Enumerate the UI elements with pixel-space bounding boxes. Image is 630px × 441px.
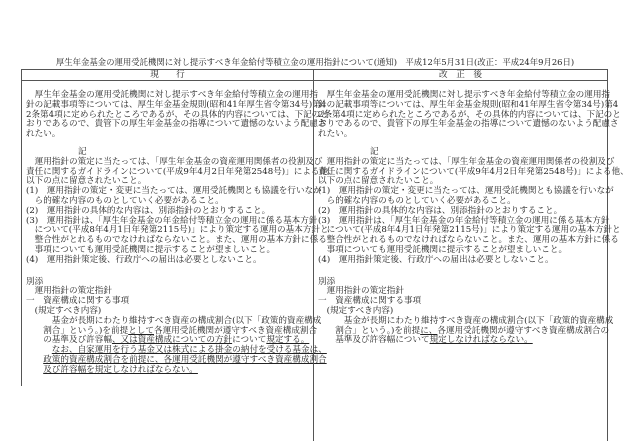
- text-segment: 別添: [26, 276, 44, 287]
- text-segment: について(平成8年4月1日年発第2115号)」により策定する運用の基本方針と: [26, 225, 329, 236]
- amended-text: 及び許容幅を規定しなければならない。: [43, 364, 198, 375]
- text-line: [318, 256, 629, 266]
- text-segment: 基金が長期にわたり維持すべき資産の構成割合(以下「政策的資産構成: [318, 315, 614, 326]
- text-line: [26, 120, 337, 130]
- text-line: [318, 120, 629, 130]
- text-segment: (3) 運用指針は、「厚生年金基金の年金給付等積立金の運用に係る基本方針: [318, 215, 610, 226]
- column-header-revised: 改 正 後: [313, 69, 608, 81]
- text-segment: 記: [78, 146, 87, 157]
- text-segment: 厚生年金基金の運用受託機関に対し提示すべき年金給付等積立金の運用指: [26, 90, 319, 100]
- text-line: [318, 336, 629, 346]
- text-line: [26, 366, 337, 376]
- text-segment: 各運用受託機関が遵守すべき資産構成割合: [153, 325, 318, 336]
- text-segment: 責任に関するガイドラインについて(平成9年4月2日年発第2548号)」による他、: [26, 166, 337, 177]
- text-segment: 運用指針の策定に当たっては、「厚生年金基金の資産運用関係者の役割及び: [318, 156, 615, 167]
- amended-text: 規定しなければならない。: [429, 335, 533, 346]
- text-segment: ら的確な内容のものとしていく必要があること。: [318, 195, 516, 206]
- text-segment: (規定すべき内容): [318, 305, 394, 316]
- column-revised-content: [318, 91, 629, 346]
- text-segment: [26, 355, 43, 365]
- text-segment: 2条第4項に定められたところであるが、その具体的内容については、下記のと: [318, 109, 621, 120]
- text-segment: 割合」という。)を前提: [26, 325, 129, 336]
- paragraph-body: [318, 158, 629, 266]
- text-segment: れたい。: [318, 129, 353, 140]
- text-segment: (3) 運用指針は、「厚生年金基金の年金給付等積立金の運用に係る基本方針: [26, 215, 318, 226]
- text-segment: 以下の点に留意されたいこと。: [26, 176, 147, 187]
- amended-text: に、: [420, 325, 438, 336]
- text-segment: [26, 365, 43, 375]
- amended-text: 政策的資産構成割合を前提に、各運用受託機関が遵守すべき資産構成割合: [43, 354, 327, 365]
- text-segment: 以下の点に留意されたいこと。: [318, 176, 439, 187]
- text-line: [26, 256, 337, 266]
- text-segment: 基金が長期にわたり維持すべき資産の構成割合(以下「政策的資産構成: [26, 315, 322, 326]
- column-revised: [313, 81, 629, 441]
- column-current-content: [26, 91, 337, 376]
- text-segment: 針の記載事項等については、厚生年金基金規則(昭和41年厚生省令第34号)第4: [26, 99, 327, 110]
- text-segment: (2) 運用指針の具体的な内容は、別添指針のとおりすること。: [318, 205, 563, 216]
- paragraph-attach: [318, 278, 629, 347]
- text-segment: について(平成8年4月1日年発第2115号)」により策定する運用の基本方針と: [318, 225, 621, 236]
- text-segment: (1) 運用指針の策定・変更に当たっては、運用受託機関とも協議を行いなが: [318, 186, 614, 197]
- amended-text: 規定する。: [266, 335, 310, 346]
- text-segment: 責任に関するガイドラインについて(平成9年4月2日年発第2548号)」による他、: [318, 166, 629, 177]
- text-segment: 一 資産構成に関する事項: [318, 296, 422, 307]
- text-segment: ら的確な内容のものとしていく必要があること。: [26, 195, 224, 206]
- text-segment: おりであるので、貴管下の厚生年金基金の指導について遺憾のないよう配慮さ: [26, 119, 327, 130]
- text-segment: おりであるので、貴管下の厚生年金基金の指導について遺憾のないよう配慮さ: [318, 119, 619, 130]
- paragraph-body: [26, 158, 337, 266]
- amended-text: 、又は資産構成についての方針: [111, 335, 233, 346]
- text-segment: [26, 345, 52, 355]
- amended-text: として: [128, 325, 154, 336]
- amended-text: なお、自家運用を行う基金又は株式による掛金の納付を受ける基金は、: [51, 345, 327, 356]
- paragraph-intro: [318, 91, 629, 140]
- text-line: [26, 130, 337, 140]
- document-title: 厚生年金基金の運用受託機関に対し提示すべき年金給付等積立金の運用指針について(通知) 平成12年5月31日(改正：平成24年9月26日): [55, 57, 575, 67]
- text-segment: (2) 運用指針の具体的な内容は、別添指針のとおりすること。: [26, 205, 271, 216]
- text-segment: (4) 運用指針策定後、行政庁への届出は必要としないこと。: [318, 254, 554, 265]
- text-segment: れたい。: [26, 129, 61, 140]
- text-segment: (規定すべき内容): [26, 305, 102, 316]
- column-header-current: 現 行: [21, 69, 314, 81]
- text-segment: 割合」という。)を前提: [318, 325, 421, 336]
- text-segment: 運用指針の策定に当たっては、「厚生年金基金の資産運用関係者の役割及び: [26, 156, 323, 167]
- text-segment: 各運用受託機関が遵守すべき資産構成割合の: [437, 325, 610, 336]
- text-segment: 記: [370, 146, 379, 157]
- text-segment: 運用指針の策定指針: [26, 286, 112, 297]
- text-segment: 整合性がとれるものでなければならないこと。また、運用の基本方針に係る: [318, 235, 619, 246]
- text-line: [318, 130, 629, 140]
- text-segment: 厚生年金基金の運用受託機関に対し提示すべき年金給付等積立金の運用指: [318, 90, 611, 100]
- text-segment: 事項についても運用受託機関に提示することが望ましいこと。: [26, 244, 276, 255]
- text-segment: 針の記載事項等については、厚生年金基金規則(昭和41年厚生省令第34号)第4: [318, 99, 619, 110]
- text-segment: 事項についても運用受託機関に提示することが望ましいこと。: [318, 244, 568, 255]
- text-segment: (1) 運用指針の策定・変更に当たっては、運用受託機関とも協議を行いなが: [26, 186, 322, 197]
- paragraph-attach: [26, 278, 337, 376]
- text-segment: (4) 運用指針策定後、行政庁への届出は必要としないこと。: [26, 254, 262, 265]
- text-segment: について: [232, 335, 267, 346]
- text-segment: 一 資産構成に関する事項: [26, 296, 130, 307]
- text-segment: 2条第4項に定められたところであるが、その具体的内容については、下記のと: [26, 109, 329, 120]
- text-segment: 基準及び許容幅について: [318, 335, 430, 346]
- text-segment: の基準及び許容幅: [26, 335, 112, 346]
- text-segment: 別添: [318, 276, 336, 287]
- text-segment: 運用指針の策定指針: [318, 286, 404, 297]
- paragraph-intro: [26, 91, 337, 140]
- column-current: [21, 81, 337, 386]
- text-segment: 整合性がとれるものでなければならないこと。また、運用の基本方針に係る: [26, 235, 327, 246]
